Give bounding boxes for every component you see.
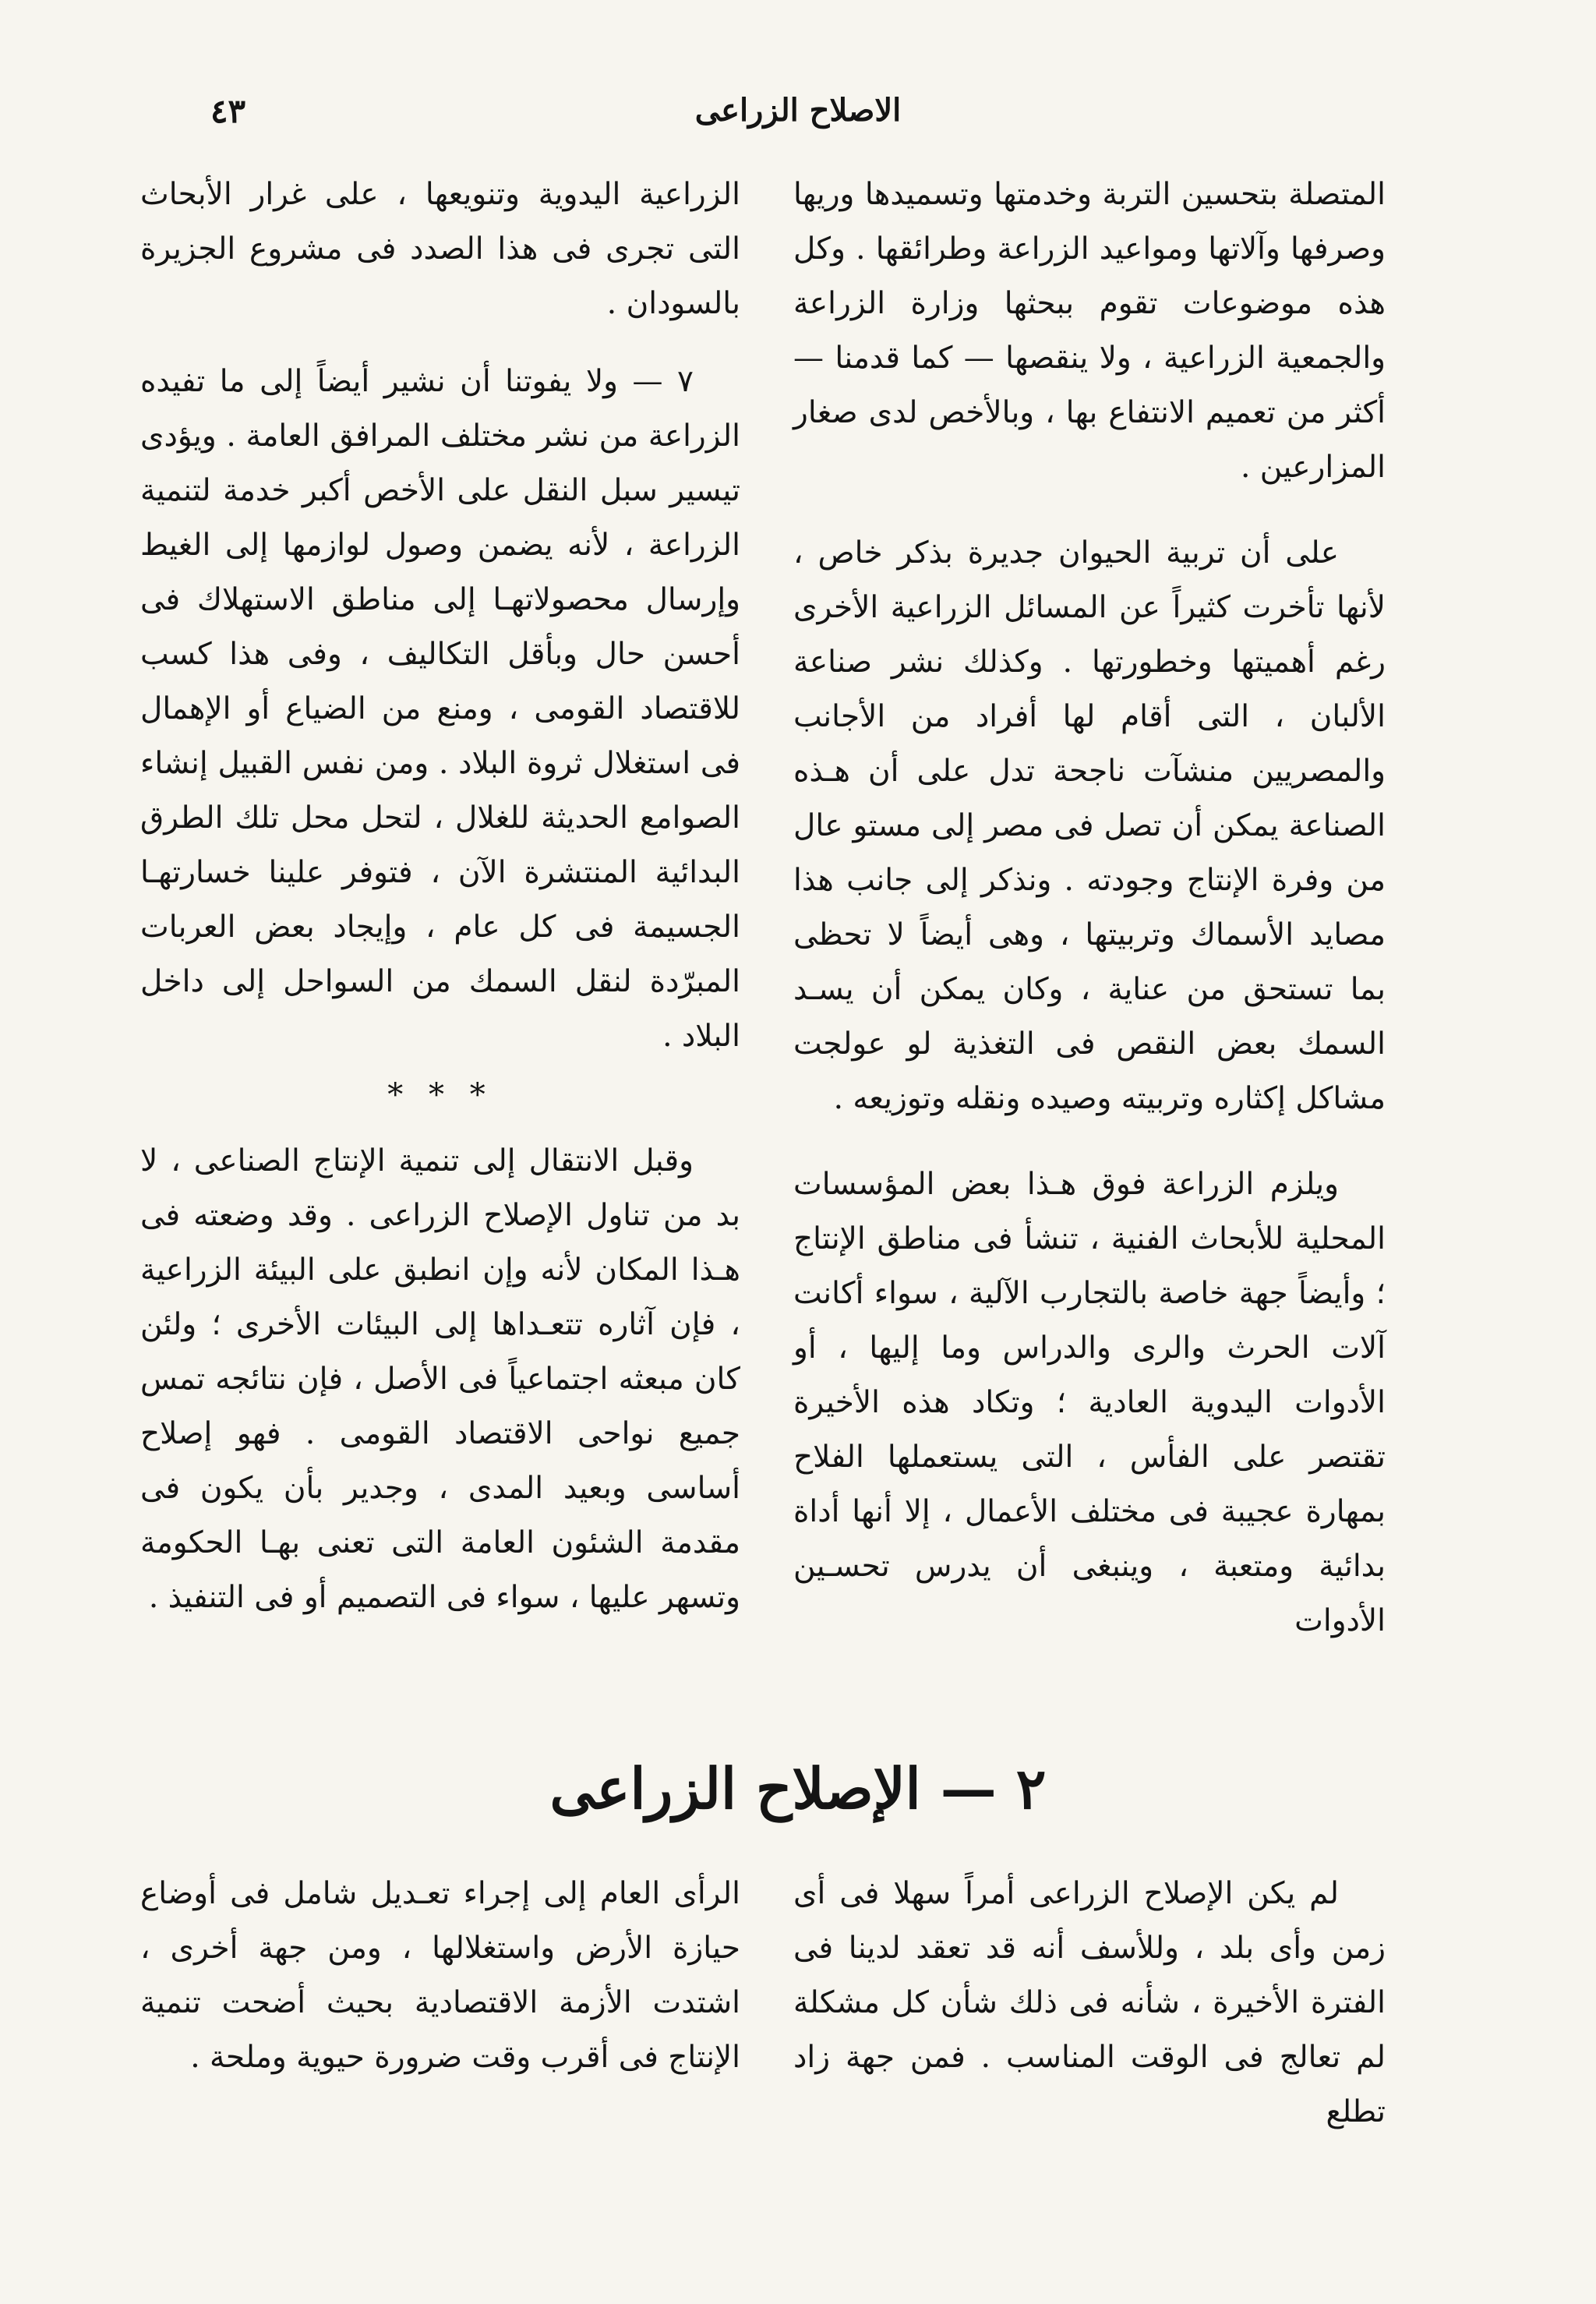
paragraph: المتصلة بتحسين التربة وخدمتها وتسميدها وريها وصرفها وآلاتها ومواعيد الزراعة وطرائقها . وكل هذه موضوعات تقوم ببحثها وزارة الزراعة والجمعية الزراعية ، ولا ينقصها — كما قدمنا — أكثر من تعميم الانتفاع بها ، وبالأخص لدى صغار المزارعين . (793, 177, 1386, 485)
paragraph: ٧ — ولا يفوتنا أن نشير أيضاً إلى ما تفيده الزراعة من نشر مختلف المرافق العامة . ويؤدى تيسير سبل النقل على الأخص أكبر خدمة لتنمية الزراعة ، لأنه يضمن وصول لوازمها إلى الغيط وإرسال محصولاتهـا إلى مناطق الاستهلاك فى أحسن حال وبأقل التكاليف ، وفى هذا كسب للاقتصاد القومى ، ومنع من الضياع أو الإهمال فى استغلال ثروة البلاد . ومن نفس القبيل إنشاء الصوامع الحديثة للغلال ، لتحل محل تلك الطرق البدائية المنتشرة الآن ، فتوفر علينا خسارتهـا الجسيمة فى كل عام ، وإيجاد بعض العربات المبرّدة لنقل السمك من السواحل إلى داخل البلاد . (140, 364, 740, 1054)
running-head (0, 92, 1596, 154)
paragraph: الزراعية اليدوية وتنويعها ، على غرار الأبحاث التى تجرى فى هذا الصدد فى مشروع الجزيرة بالسودان . (140, 177, 740, 321)
paragraph: ويلزم الزراعة فوق هـذا بعض المؤسسات المحلية للأبحاث الفنية ، تنشأ فى مناطق الإنتاج ؛ وأيضاً جهة خاصة بالتجارب الآلية ، سواء أكانت آلات الحرث والرى والدراس وما إليها ، أو الأدوات اليدوية العادية ؛ وتكاد هذه الأخيرة تقتصر على الفأس ، التى يستعملها الفلاح بمهارة عجيبة فى مختلف الأعمال ، إلا أنها أداة بدائية ومتعبة ، وينبغى أن يدرس تحسـين الأدوات (793, 1167, 1386, 1638)
section-heading: ٢ — الإصلاح الزراعى (549, 1755, 1047, 1822)
paragraph: وقبل الانتقال إلى تنمية الإنتاج الصناعى ، لا بد من تناول الإصلاح الزراعى . وقد وضعته فى هـذا المكان لأنه وإن انطبق على البيئة الزراعية ، فإن آثاره تتعـداها إلى البيئات الأخرى ؛ ولئن كان مبعثه اجتماعياً فى الأصل ، فإن نتائجه تمس جميع نواحى الاقتصاد القومى . فهو إصلاح أساسى وبعيد المدى ، وجدير بأن يكون فى مقدمة الشئون العامة التى تعنى بهـا الحكومة وتسهر عليها ، سواء فى التصميم أو فى التنفيذ . (140, 1143, 740, 1615)
paragraph: لم يكن الإصلاح الزراعى أمراً سهلا فى أى زمن وأى بلد ، وللأسف أنه قد تعقد لدينا فى الفترة الأخيرة ، شأنه فى ذلك شأن كل مشكلة لم تعالج فى الوقت المناسب . فمن جهة زاد تطلع (793, 1876, 1386, 2129)
left-column-bottom (140, 1867, 740, 2085)
right-column-top (793, 168, 1386, 1648)
paragraph: الرأى العام إلى إجراء تعـديل شامل فى أوضاع حيازة الأرض واستغلالها ، ومن جهة أخرى ، اشتدت الأزمة الاقتصادية بحيث أضحت تنمية الإنتاج فى أقرب وقت ضرورة حيوية وملحة . (140, 1876, 740, 2075)
section-separator: * * * (387, 1077, 493, 1113)
page-number: ٤٣ (210, 92, 246, 130)
right-column-bottom (793, 1867, 1386, 2140)
left-column-top (140, 168, 740, 1625)
running-title: الاصلاح الزراعى (694, 92, 902, 129)
paragraph: على أن تربية الحيوان جديرة بذكر خاص ، لأنها تأخرت كثيراً عن المسائل الزراعية الأخرى رغم أهميتها وخطورتها . وكذلك نشر صناعة الألبان ، التى أقام لها أفراد من الأجانب والمصريين منشآت ناجحة تدل على أن هـذه الصناعة يمكن أن تصل فى مصر إلى مستو عال من وفرة الإنتاج وجودته . ونذكر إلى جانب هذا مصايد الأسماك وتربيتها ، وهى أيضاً لا تحظى بما تستحق من عناية ، وكان يمكن أن يسـد السمك بعض النقص فى التغذية لو عولجت مشاكل إكثاره وتربيته وصيده ونقله وتوزيعه . (793, 535, 1386, 1116)
